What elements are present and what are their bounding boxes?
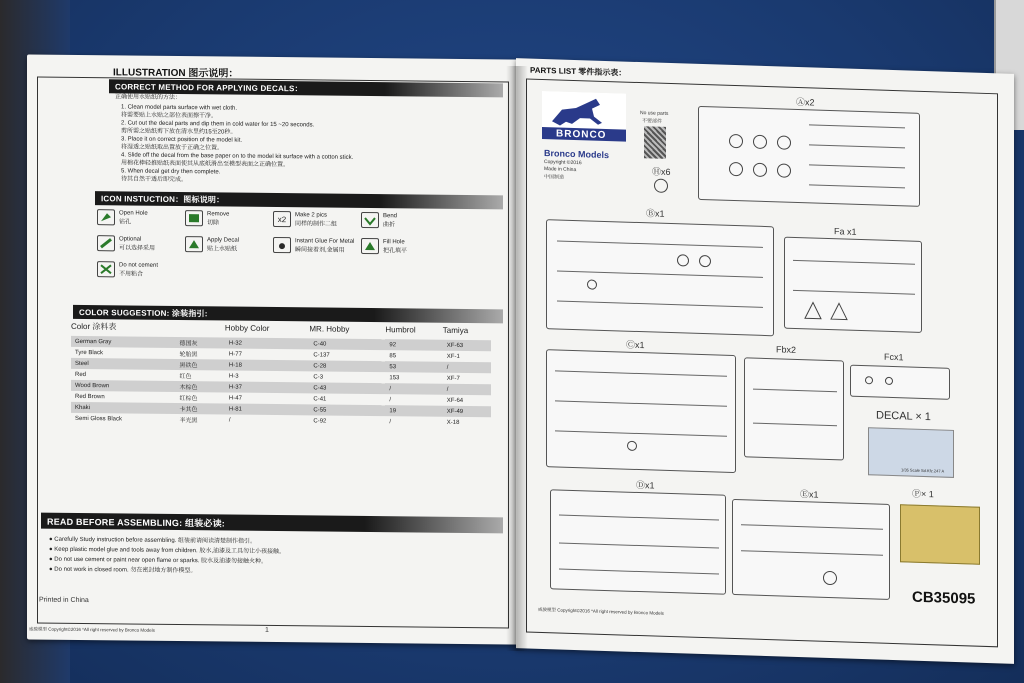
color-header: Color 涂料表 bbox=[71, 321, 117, 332]
sprue-runner bbox=[809, 164, 905, 168]
icon-label-cn: 贴上水贴纸 bbox=[207, 245, 238, 253]
color-cell: XF-1 bbox=[446, 353, 460, 360]
color-cell: / bbox=[228, 417, 231, 424]
sprue-h-label: Ⓗx6 bbox=[652, 166, 671, 178]
sprue-runner bbox=[555, 370, 727, 376]
read-section-title: READ BEFORE ASSEMBLING: 组装必读: bbox=[47, 516, 225, 529]
color-cell: C-28 bbox=[309, 360, 385, 372]
color-cell: XF-64 bbox=[446, 397, 464, 404]
decal-title-cn-text: 正确使用水贴纸的方法： bbox=[115, 94, 182, 102]
wheel-part bbox=[729, 162, 743, 176]
color-cell: C-40 bbox=[309, 338, 385, 350]
color-header: MR. Hobby bbox=[309, 324, 350, 334]
icon-legend bbox=[97, 209, 449, 281]
sprue-runner bbox=[753, 423, 837, 427]
color-cell: H-3 bbox=[228, 373, 239, 380]
color-header: Humbrol bbox=[385, 325, 416, 335]
color-cell: H-37 bbox=[225, 381, 309, 393]
kit-code: CB35095 bbox=[912, 588, 976, 608]
round-part bbox=[587, 279, 597, 289]
color-cell: 92 bbox=[385, 339, 442, 351]
round-part bbox=[823, 571, 837, 585]
right-footer: 威骏模型 Copyright©2016 *All right reserved by Bronco Models bbox=[538, 606, 664, 616]
color-cell: 德国灰 bbox=[176, 337, 225, 349]
sprue-runner bbox=[753, 389, 837, 393]
decal-step: 2. Cut out the decal parts and dip them in cold water for 15 ~20 seconds. bbox=[121, 120, 315, 129]
sprue-runner bbox=[557, 270, 763, 277]
color-cell: Steel bbox=[71, 358, 176, 370]
icon-legend-label bbox=[119, 210, 148, 225]
icon-label-cn: 把孔填平 bbox=[383, 247, 408, 254]
sprue-fb bbox=[744, 357, 844, 460]
note-item: ● Keep plastic model glue and tools away from children. 胶水,油漆及工具勿让小孩接触。 bbox=[49, 546, 286, 556]
icon-legend-item bbox=[97, 261, 185, 278]
note-item: ● Do not work in closed room. 勿在密封地方制作模型。 bbox=[49, 566, 197, 575]
color-cell: / bbox=[389, 396, 392, 403]
icon-legend-label bbox=[383, 213, 397, 228]
made-in-cn: 中国制造 bbox=[544, 174, 565, 181]
sprue-fc bbox=[850, 365, 950, 400]
color-cell: / bbox=[443, 362, 491, 374]
icon-label-cn: 不用粘合 bbox=[119, 270, 144, 278]
decal-caption: 1/35 Scale Sd.Kfz.247 A bbox=[901, 467, 945, 474]
color-cell: German Gray bbox=[71, 336, 176, 348]
sprue-runner bbox=[555, 400, 727, 406]
icon-legend-item bbox=[273, 211, 361, 228]
color-cell: 黑铁色 bbox=[176, 359, 225, 371]
drill-icon bbox=[97, 209, 115, 225]
round-part bbox=[677, 254, 689, 266]
decal-step: 4. Slide off the decal from the base paper on to the model kit surface with a cotton stick. bbox=[121, 152, 354, 161]
note-text: Do not use cement or paint near open flame or sparks. 胶水及油漆勿接触火种。 bbox=[54, 556, 268, 565]
note-text: Carefully Study instruction before assembling. 组装前请阅读清楚制作指引。 bbox=[54, 536, 257, 545]
round-part bbox=[699, 255, 711, 267]
remove-icon bbox=[185, 210, 203, 226]
copyright: Copyright ©2016 bbox=[544, 159, 582, 167]
decal-step: 待其自然干透后即完成。 bbox=[121, 176, 188, 184]
decal-step: 1. Clean model parts surface with wet cloth. bbox=[121, 104, 238, 112]
color-cell: H-47 bbox=[228, 395, 242, 402]
sprue-b-label: Ⓑx1 bbox=[646, 208, 665, 219]
sprue-runner bbox=[809, 184, 905, 188]
icon-section-title: ICON INSTUCTION：图标说明： bbox=[101, 194, 225, 205]
decal-label: DECAL × 1 bbox=[876, 409, 931, 424]
parts-list-page bbox=[516, 58, 1014, 664]
icon-legend-label bbox=[119, 236, 155, 251]
icon-label-en: Apply Decal bbox=[207, 236, 240, 244]
icon-label-cn: 切除 bbox=[207, 219, 220, 226]
sprue-runner bbox=[557, 300, 763, 307]
sprue-fc-label: Fcx1 bbox=[884, 351, 904, 363]
note-item: ● Do not use cement or paint near open flame or sparks. 胶水及油漆勿接触火种。 bbox=[49, 556, 268, 565]
icon-legend-label bbox=[295, 212, 337, 227]
color-cell: C-41 bbox=[313, 395, 327, 403]
color-cell: C-43 bbox=[309, 382, 385, 394]
color-table bbox=[71, 321, 491, 428]
icon-legend-label bbox=[119, 262, 158, 277]
sprue-runner bbox=[559, 515, 719, 521]
no-use-label-cn: 不要部件 bbox=[642, 118, 663, 125]
instruction-page-left bbox=[27, 54, 519, 644]
decal-step: 3. Place it on correct position of the model kit. bbox=[121, 136, 243, 144]
icon-legend-label bbox=[295, 238, 354, 254]
sprue-b bbox=[546, 219, 774, 336]
sprue-fa bbox=[784, 237, 922, 333]
sprue-e-label: Ⓔx1 bbox=[800, 489, 819, 500]
color-cell: XF-63 bbox=[443, 340, 491, 352]
decal-step: 将湿透之贴纸取出置放于正确之位置。 bbox=[121, 144, 224, 152]
icon-label-en: Fill Hole bbox=[383, 238, 405, 245]
icon-label-en: Instant Glue For Metal bbox=[295, 237, 355, 245]
round-part bbox=[885, 377, 893, 385]
color-cell: 卡其色 bbox=[176, 403, 225, 415]
brand-name: BRONCO bbox=[556, 128, 607, 142]
color-cell: 153 bbox=[389, 374, 400, 381]
color-cell: 轮胎黑 bbox=[179, 352, 198, 359]
page-number: 1 bbox=[265, 626, 269, 634]
icon-label-cn: 可以选择采用 bbox=[119, 244, 156, 252]
color-cell: XF-7 bbox=[446, 375, 460, 382]
note-text: Do not work in closed room. 勿在密封地方制作模型。 bbox=[54, 566, 197, 575]
apply-decal-icon bbox=[185, 236, 203, 252]
icon-label-en: Do not cement bbox=[119, 261, 159, 269]
color-cell: X-18 bbox=[446, 419, 460, 426]
round-part bbox=[865, 376, 873, 384]
sprue-c-label: Ⓒx1 bbox=[626, 339, 645, 351]
color-cell: C-55 bbox=[309, 404, 385, 416]
color-cell: 半光黑 bbox=[179, 418, 198, 425]
bronco-logo bbox=[542, 91, 626, 150]
sprue-d bbox=[550, 489, 726, 595]
color-cell: 红色 bbox=[179, 374, 192, 381]
color-cell: Red Brown bbox=[75, 393, 105, 400]
assembly-notes bbox=[49, 535, 489, 580]
icon-label-cn: 同样的制作二组 bbox=[295, 220, 338, 228]
color-cell: 53 bbox=[385, 361, 442, 373]
color-cell: XF-49 bbox=[443, 406, 491, 418]
icon-legend-item bbox=[273, 237, 361, 254]
sprue-p-label: Ⓟ× 1 bbox=[912, 488, 934, 500]
color-cell: H-18 bbox=[225, 359, 309, 371]
color-cell: Khaki bbox=[71, 402, 176, 414]
sprue-runner bbox=[741, 550, 883, 555]
icon-legend-item bbox=[185, 210, 273, 227]
sprue-fa-label: Fa x1 bbox=[834, 226, 857, 237]
sprue-d-label: Ⓓx1 bbox=[636, 479, 655, 491]
color-header: Hobby Color bbox=[224, 323, 270, 333]
color-cell: Wood Brown bbox=[71, 380, 176, 392]
wheel-part bbox=[777, 135, 791, 149]
color-cell: C-137 bbox=[313, 351, 330, 359]
color-cell: 85 bbox=[389, 352, 397, 359]
sprue-a-label: Ⓐx2 bbox=[796, 96, 815, 108]
wheel-part bbox=[753, 163, 767, 177]
icon-legend-item bbox=[97, 209, 185, 226]
no-use-swatch bbox=[644, 126, 666, 159]
photo-etch-fret bbox=[900, 504, 980, 565]
icon-label-en: Open Hole bbox=[119, 209, 148, 217]
color-cell: Semi Gloss Black bbox=[75, 415, 123, 422]
color-cell: H-81 bbox=[225, 403, 309, 415]
color-header: Tamiya bbox=[442, 325, 469, 336]
book-gutter bbox=[506, 66, 528, 651]
decal-step: 用棉花棒轻推贴纸表面使其从底纸滑出至模型表面之正确位置。 bbox=[121, 160, 290, 169]
icon-label-en: Optional bbox=[119, 235, 142, 243]
brand-sub: Bronco Models bbox=[544, 148, 610, 161]
glue-icon bbox=[273, 237, 291, 253]
icon-label-cn: 钻孔 bbox=[119, 218, 132, 226]
icon-label-en: Make 2 pics bbox=[295, 211, 328, 219]
decal-sheet bbox=[868, 427, 954, 478]
color-cell: / bbox=[385, 383, 442, 395]
wheel-part bbox=[777, 163, 791, 177]
horse-icon bbox=[542, 91, 626, 150]
color-cell: / bbox=[443, 384, 491, 396]
decal-step: 将需要贴上水贴之部位表面擦干净。 bbox=[121, 112, 218, 120]
icon-legend-item bbox=[185, 236, 273, 253]
sprue-runner bbox=[559, 543, 719, 549]
icon-label-cn: 曲折 bbox=[383, 221, 396, 228]
sprue-fb-label: Fbx2 bbox=[776, 344, 797, 355]
color-cell: Tyre Black bbox=[75, 349, 104, 356]
color-cell: C-92 bbox=[313, 417, 327, 425]
color-cell: H-32 bbox=[225, 337, 309, 349]
color-section-title: COLOR SUGGESTION: 涂装指引: bbox=[79, 307, 208, 319]
color-cell: Red bbox=[75, 371, 87, 378]
decal-step: 剪所需之贴纸剪下放在清水里约15至20秒。 bbox=[121, 128, 237, 136]
color-cell: / bbox=[389, 418, 392, 425]
note-item: ● Carefully Study instruction before assembling. 组装前请阅读清楚制作指引。 bbox=[49, 536, 257, 545]
optional-icon bbox=[97, 235, 115, 251]
sprue-e bbox=[732, 499, 890, 600]
sprue-runner bbox=[555, 430, 727, 436]
icon-legend-item bbox=[97, 235, 185, 252]
round-part bbox=[627, 441, 637, 451]
decal-step: 5. When decal get dry then complete. bbox=[121, 168, 221, 176]
icon-legend-item bbox=[361, 238, 449, 255]
no-use-label: No use parts bbox=[640, 110, 669, 117]
no-cement-icon bbox=[97, 261, 115, 277]
icon-legend-item bbox=[361, 212, 449, 229]
triangle-part bbox=[801, 298, 861, 322]
color-cell: H-77 bbox=[228, 351, 242, 358]
made-in: Made in China bbox=[544, 166, 577, 174]
note-text: Keep plastic model glue and tools away from children. 胶水,油漆及工具勿让小孩接触。 bbox=[54, 546, 286, 556]
wheel-part bbox=[753, 135, 767, 149]
part-h bbox=[654, 179, 668, 193]
sprue-runner bbox=[557, 240, 763, 247]
icon-legend-label bbox=[383, 239, 407, 254]
sprue-runner bbox=[809, 124, 905, 128]
make-two-icon: x2 bbox=[273, 211, 291, 227]
decal-section-title: CORRECT METHOD FOR APPLYING DECALS： bbox=[115, 82, 303, 94]
illustration-title: ILLUSTRATION 图示说明： bbox=[113, 67, 239, 80]
sprue-runner bbox=[809, 144, 905, 148]
sprue-c bbox=[546, 349, 736, 473]
sprue-runner bbox=[793, 260, 915, 265]
wheel-part bbox=[729, 134, 743, 148]
left-footer: 威骏模型 Copyright©2016 *All right reserved by Bronco Models bbox=[29, 626, 155, 633]
sprue-runner bbox=[559, 569, 719, 575]
color-cell: 红棕色 bbox=[179, 396, 198, 403]
color-cell: 19 bbox=[385, 405, 442, 417]
icon-legend-label bbox=[207, 237, 239, 252]
color-cell: C-3 bbox=[313, 373, 324, 381]
icon-label-en: Remove bbox=[207, 210, 230, 218]
parts-list-title: PARTS LIST 零件指示表： bbox=[530, 65, 627, 78]
icon-label-cn: 瞬间接着剂,金属用 bbox=[295, 246, 345, 254]
fill-hole-icon bbox=[361, 238, 379, 254]
bend-icon bbox=[361, 212, 379, 228]
printed-in: Printed in China bbox=[39, 596, 89, 605]
sprue-runner bbox=[741, 524, 883, 529]
icon-legend-label bbox=[207, 211, 229, 226]
sprue-runner bbox=[793, 290, 915, 295]
icon-label-en: Bend bbox=[383, 212, 398, 219]
sprue-a bbox=[698, 106, 920, 207]
decal-steps bbox=[121, 103, 481, 187]
color-cell: 木棕色 bbox=[176, 381, 225, 393]
